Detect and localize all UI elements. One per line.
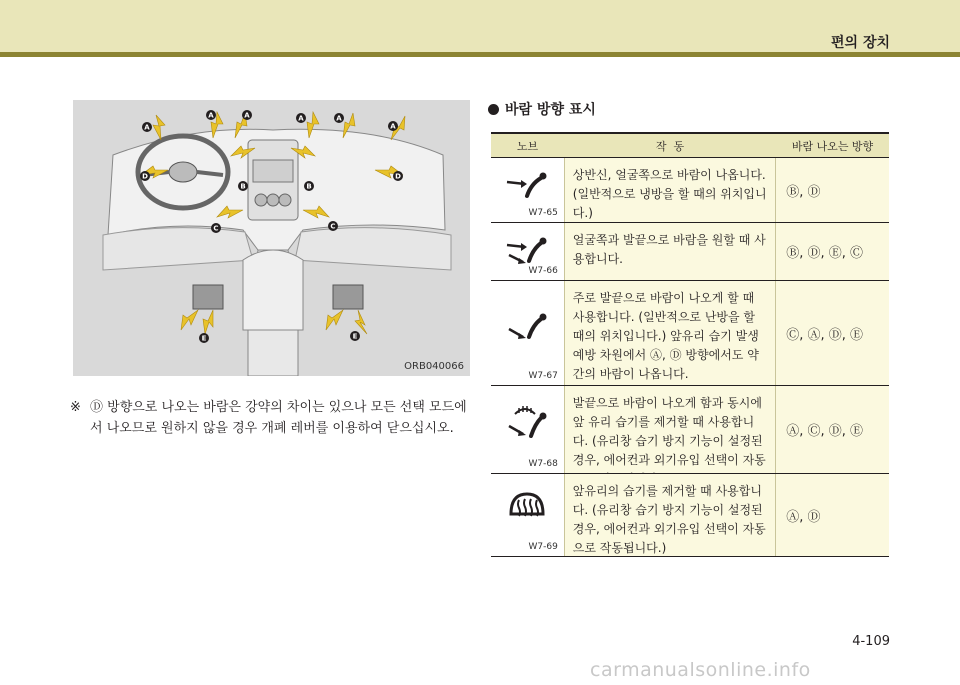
watermark: carmanualsonline.info: [590, 659, 811, 681]
fig-label: C: [330, 222, 336, 231]
fig-label: E: [352, 332, 358, 341]
header-knob: 노브: [516, 139, 539, 153]
knob-cell: [491, 474, 565, 556]
table-row: [491, 158, 889, 223]
direction-cell: Ⓒ, Ⓐ, Ⓓ, Ⓔ: [776, 281, 889, 385]
airflow-mode-table: [491, 132, 889, 557]
fig-label: A: [336, 114, 342, 123]
knob-code: W7-68: [528, 459, 558, 469]
fig-label: A: [144, 123, 150, 132]
direction-cell: Ⓐ, Ⓒ, Ⓓ, Ⓔ: [776, 386, 889, 473]
fig-label: B: [306, 182, 312, 191]
header-divider: [0, 52, 960, 57]
operation-cell: 주로 발끝으로 바람이 나오게 할 때 사용합니다. (일반적으로 난방을 할 때의 위치입니다.) 앞유리 습기 발생 예방 차원에서 Ⓐ, Ⓓ 방향에서도 약간의 바람이 나옵니다.: [565, 281, 776, 385]
knob-code: W7-65: [528, 208, 558, 218]
header-direction: 바람 나오는 방향: [791, 139, 874, 153]
knob-code: W7-67: [528, 371, 558, 381]
vent-floor-defrost-icon: [505, 402, 549, 438]
header-operation: 작 동: [655, 139, 685, 153]
operation-cell: 발끝으로 바람이 나오게 함과 동시에 앞 유리 습기를 제거할 때 사용합니다. (유리창 습기 방지 기능이 설정된 경우, 에어컨과 외기유입 선택이 자동: [565, 386, 776, 473]
knob-cell: [491, 386, 565, 473]
dashboard-drawing: [73, 100, 470, 376]
table-row: [491, 386, 889, 474]
fig-label: E: [201, 334, 207, 343]
vent-face-icon: [505, 170, 549, 200]
note-mark: ※: [70, 400, 81, 415]
fig-label: B: [240, 182, 246, 191]
section-heading-text: 바람 방향 표시: [505, 102, 596, 118]
vent-bilevel-icon: [505, 235, 549, 265]
note-text: Ⓓ 방향으로 나오는 바람은 강약의 차이는 있으나 모든 선택 모드에서 나오므로 원하지 않을 경우 개폐 레버를 이용하여 닫으십시오.: [90, 400, 467, 436]
direction-cell: Ⓐ, Ⓓ: [776, 474, 889, 556]
table-row: [491, 281, 889, 386]
fig-label: D: [395, 172, 401, 181]
page-number: 4-109: [852, 634, 890, 649]
dashboard-vent-illustration: [73, 100, 470, 376]
bullet-icon: [488, 104, 499, 115]
knob-code: W7-66: [528, 266, 558, 276]
knob-code: W7-69: [528, 542, 558, 552]
operation-cell: 얼굴쪽과 발끝으로 바람을 원할 때 사용합니다.: [565, 223, 776, 280]
defrost-icon: [505, 488, 549, 522]
fig-label: D: [142, 172, 148, 181]
table-header: [491, 134, 889, 158]
operation-cell: 상반신, 얼굴쪽으로 바람이 나옵니다. (일반적으로 냉방을 할 때의 위치입니다.): [565, 158, 776, 222]
fig-label: A: [390, 122, 396, 131]
knob-cell: [491, 281, 565, 385]
fig-label: A: [298, 114, 304, 123]
knob-cell: [491, 158, 565, 222]
direction-cell: Ⓑ, Ⓓ, Ⓔ, Ⓒ: [776, 223, 889, 280]
table-row: [491, 223, 889, 281]
vent-note: [70, 397, 475, 439]
fig-label: A: [244, 111, 250, 120]
fig-label: C: [213, 224, 219, 233]
knob-cell: [491, 223, 565, 280]
vent-floor-icon: [505, 311, 549, 341]
header-bar: [0, 0, 960, 52]
operation-cell: 앞유리의 습기를 제거할 때 사용합니다. (유리창 습기 방지 기능이 설정된 경우, 에어컨과 외기유입 선택이 자동으로 작동됩니다.): [565, 474, 776, 556]
table-row: [491, 474, 889, 557]
direction-cell: Ⓑ, Ⓓ: [776, 158, 889, 222]
section-title: 편의 장치: [831, 35, 890, 51]
section-heading: [488, 99, 596, 119]
fig-label: A: [208, 111, 214, 120]
figure-code: ORB040066: [404, 361, 464, 372]
